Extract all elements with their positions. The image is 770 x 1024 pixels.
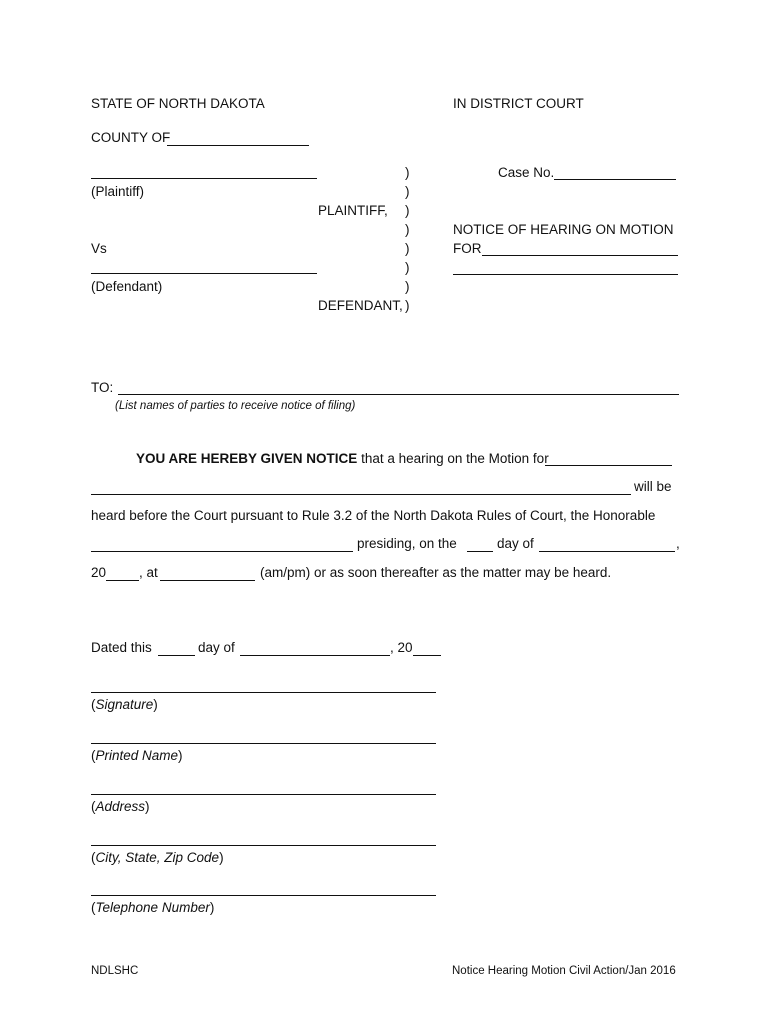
case-no-field[interactable] [554,179,676,180]
caption-paren: ) [405,241,410,256]
hearing-year-field[interactable] [106,580,139,581]
telephone-label: (Telephone Number) [91,900,215,915]
for-label: FOR [453,241,482,256]
case-no-label: Case No. [498,165,555,180]
signature-field[interactable] [91,692,436,693]
plaintiff-role: PLAINTIFF, [318,203,388,218]
caption-paren: ) [405,279,410,294]
motion-field[interactable] [545,465,672,466]
dated-day-field[interactable] [158,655,195,656]
defendant-label: (Defendant) [91,279,163,294]
motion-for-field[interactable] [482,255,678,256]
year-prefix: 20 [91,565,107,580]
dated-month-field[interactable] [240,655,390,656]
telephone-field[interactable] [91,895,436,896]
judge-name-field[interactable] [91,551,353,552]
motion-for-field-2[interactable] [453,274,678,275]
dated-year-field[interactable] [413,655,441,656]
at-text: , at [139,565,158,580]
caption-paren: ) [405,222,410,237]
hearing-month-field[interactable] [539,551,675,552]
day-of-text: day of [497,536,534,551]
county-label: COUNTY OF [91,130,171,145]
vs-label: Vs [91,241,107,256]
notice-bold-text: YOU ARE HEREBY GIVEN NOTICE [136,451,358,466]
address-field[interactable] [91,794,436,795]
hearing-time-field[interactable] [160,580,255,581]
hearing-day-field[interactable] [467,551,493,552]
ampm-text: (am/pm) or as soon thereafter as the matter may be heard. [260,565,612,580]
caption-paren: ) [405,298,410,313]
to-hint: (List names of parties to receive notice of filing) [115,400,356,412]
defendant-role: DEFENDANT, [318,298,403,313]
city-state-zip-label: (City, State, Zip Code) [91,850,224,865]
address-label: (Address) [91,799,150,814]
notice-title: NOTICE OF HEARING ON MOTION [453,222,674,237]
footer-left: NDLSHC [91,965,139,977]
caption-paren: ) [405,203,410,218]
state-heading: STATE OF NORTH DAKOTA [91,96,265,111]
defendant-name-field[interactable] [91,273,317,274]
dated-day-of-text: day of [198,640,235,655]
will-be-text: will be [634,479,672,494]
notice-rest-text: that a hearing on the Motion for [361,451,549,466]
to-field[interactable] [118,394,679,395]
dated-this-text: Dated this [91,640,152,655]
plaintiff-name-field[interactable] [91,178,317,179]
county-field[interactable] [167,145,309,146]
presiding-text: presiding, on the [357,536,457,551]
footer-right: Notice Hearing Motion Civil Action/Jan 2016 [452,965,676,977]
caption-paren: ) [405,260,410,275]
dated-year-text: , 20 [390,640,413,655]
caption-paren: ) [405,165,410,180]
signature-label: (Signature) [91,697,158,712]
caption-paren: ) [405,184,410,199]
city-state-zip-field[interactable] [91,845,436,846]
notice-line-1 [136,451,549,467]
to-label: TO: [91,380,114,395]
motion-field-2[interactable] [91,494,631,495]
heard-line: heard before the Court pursuant to Rule 3.2 of the North Dakota Rules of Court, the Honorable [91,508,656,523]
printed-name-field[interactable] [91,743,436,744]
court-heading: IN DISTRICT COURT [453,96,584,111]
comma-text: , [676,536,680,551]
printed-name-label: (Printed Name) [91,748,183,763]
plaintiff-label: (Plaintiff) [91,184,145,199]
